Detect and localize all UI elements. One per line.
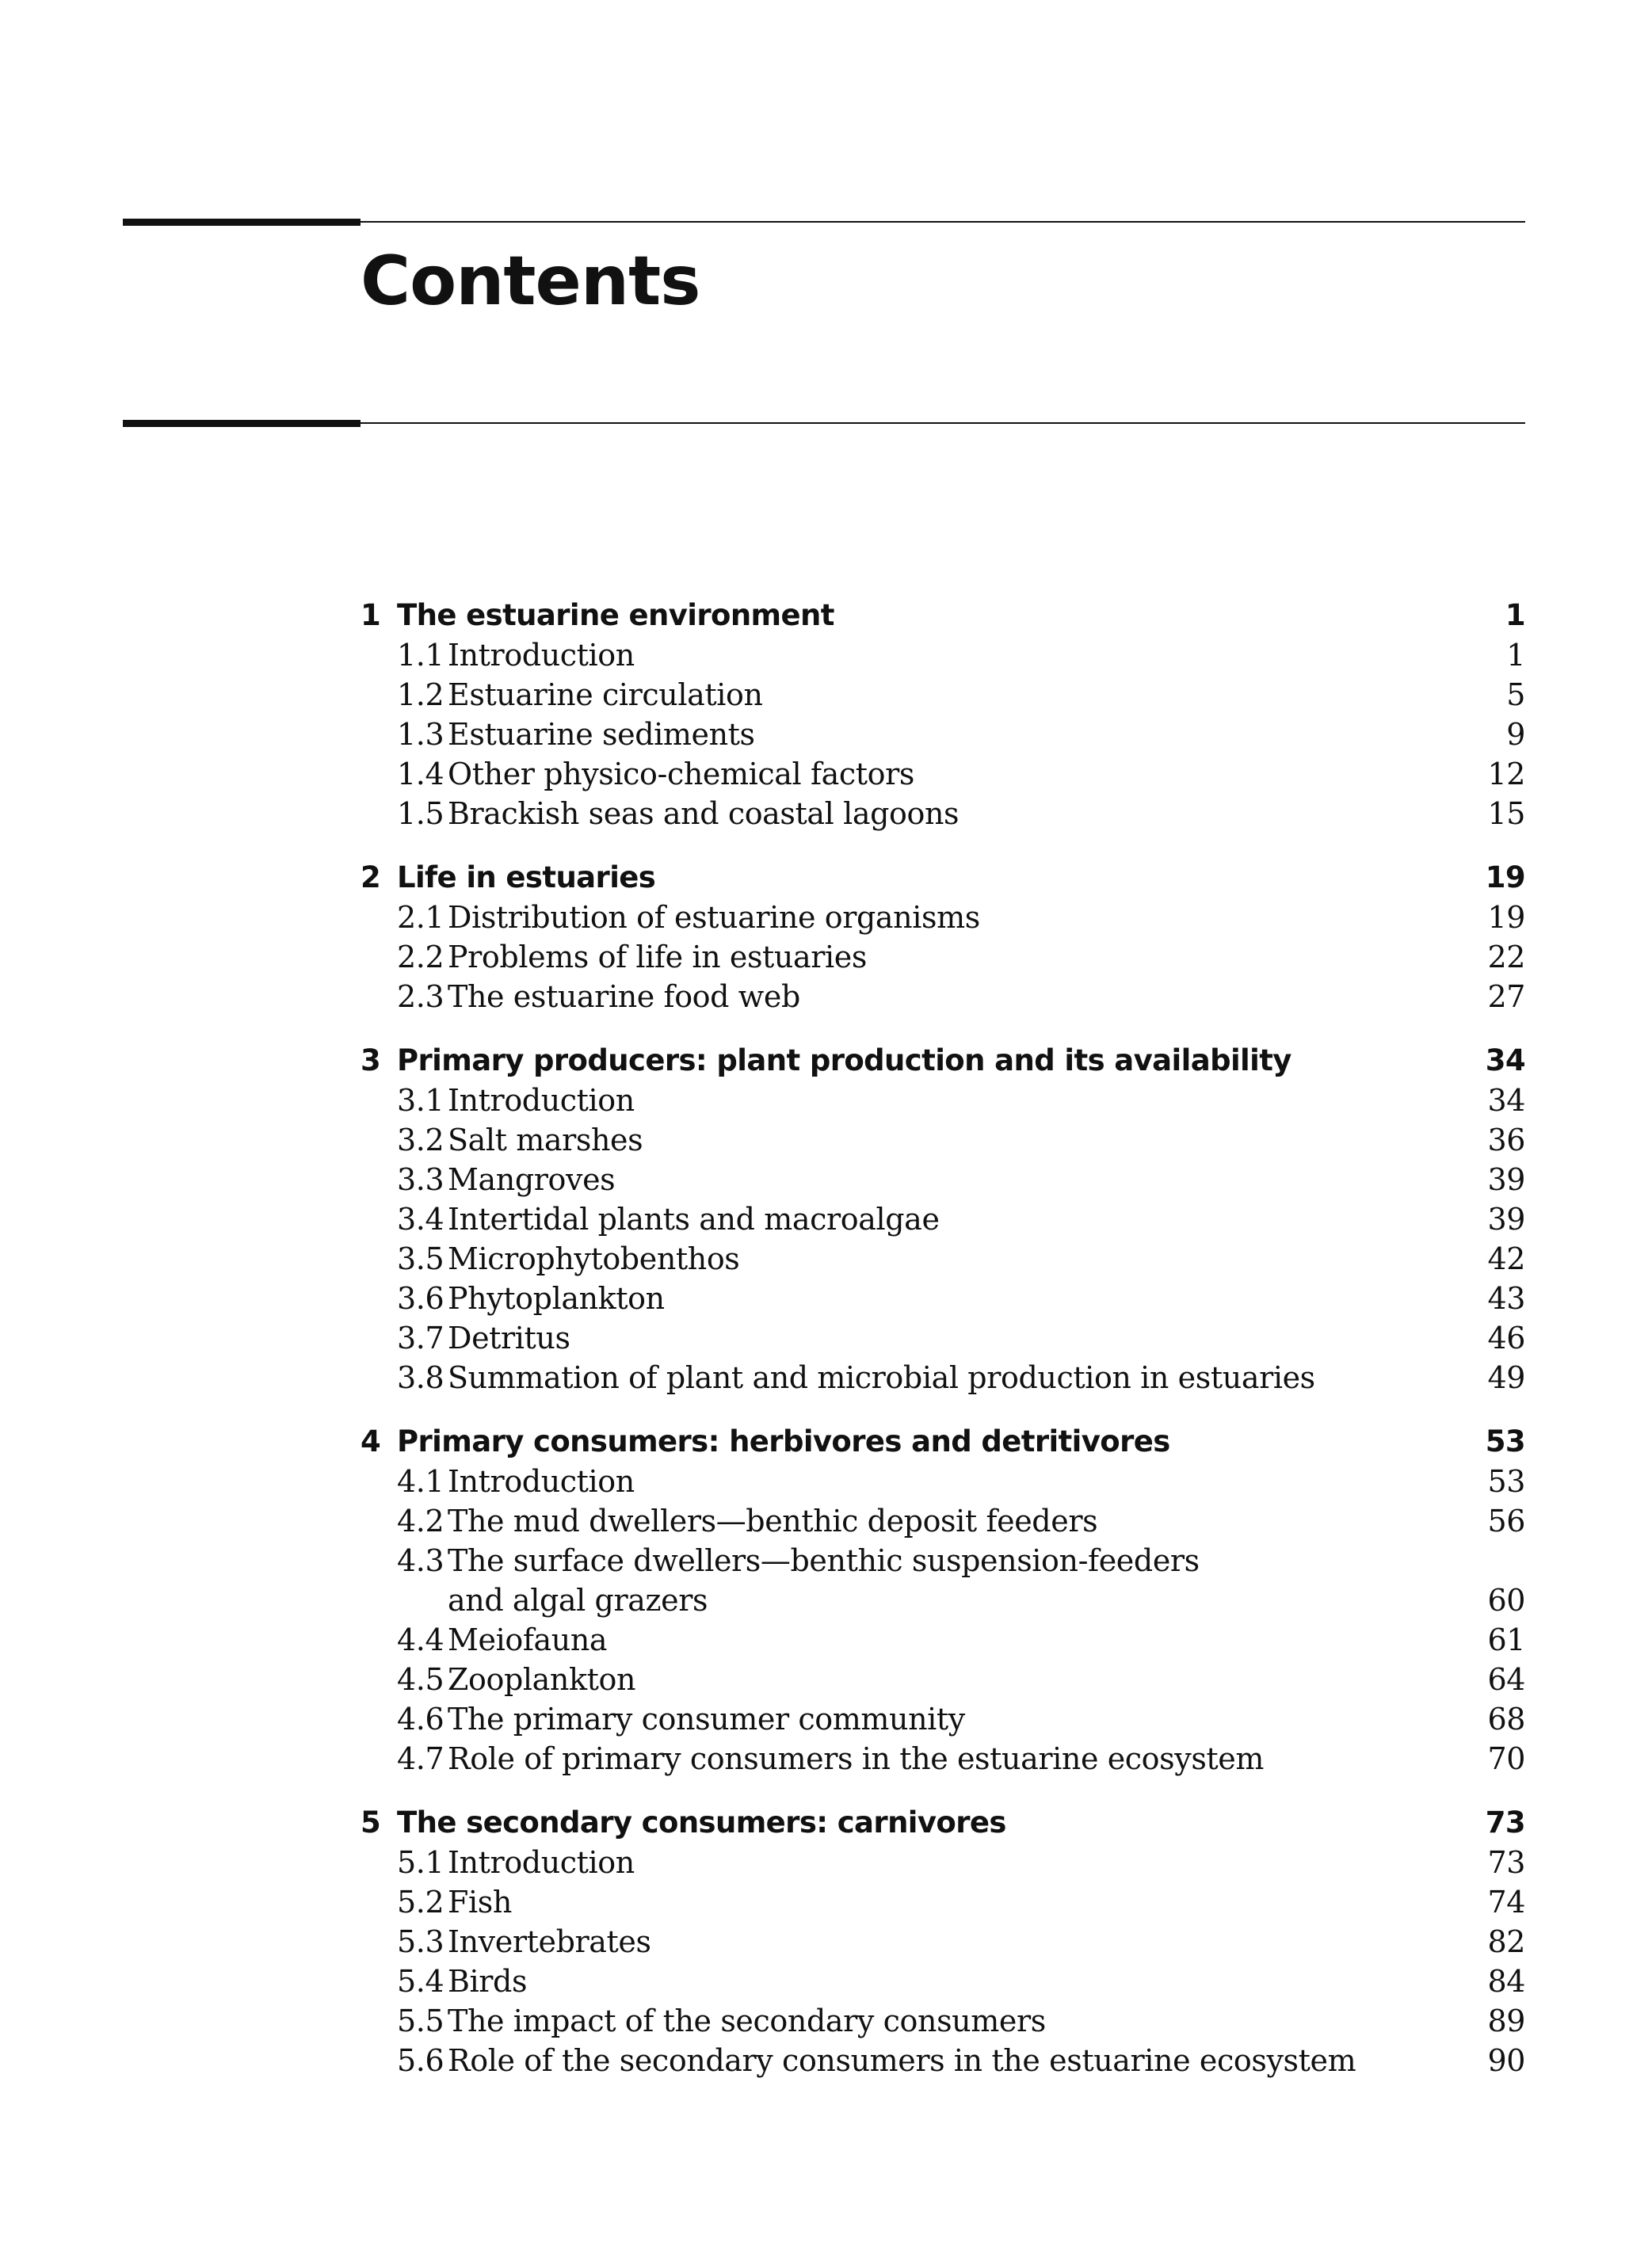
section-title: Distribution of estuarine organisms [448,900,980,935]
chapter-title: Primary producers: plant production and its availability [397,1043,1291,1077]
section-page-number: 53 [1487,1464,1525,1499]
toc-chapter [361,1422,1525,1779]
section-number: 5.4 [397,1964,444,1999]
section-page-number: 36 [1487,1123,1525,1157]
section-title: Estuarine circulation [448,677,763,712]
chapter-page-number: 19 [1485,860,1525,894]
section-number: 3.5 [397,1241,444,1276]
section-page-number: 34 [1487,1083,1525,1118]
toc-chapter [361,596,1525,833]
section-entry[interactable] [361,1660,1525,1699]
section-title-line: The surface dwellers—benthic suspension-feeders [448,1543,1200,1578]
section-title: Fish [448,1885,512,1920]
section-number: 3.1 [397,1083,444,1118]
page-title: Contents [361,242,700,321]
section-title: Salt marshes [448,1123,643,1157]
section-number: 2.3 [397,979,444,1014]
section-number: 4.6 [397,1702,444,1737]
section-entry[interactable] [361,2041,1525,2080]
section-number: 2.2 [397,940,444,974]
section-entry[interactable] [361,1358,1525,1397]
chapter-number: 1 [361,598,381,632]
section-title: Problems of life in estuaries [448,940,867,974]
section-page-number: 9 [1506,717,1525,752]
section-page-number: 42 [1487,1241,1525,1276]
section-entry[interactable] [361,937,1525,977]
toc-chapter [361,858,1525,1016]
section-title: Invertebrates [448,1924,651,1959]
section-page-number: 68 [1487,1702,1525,1737]
chapter-page-number: 34 [1485,1043,1525,1077]
section-page-number: 64 [1487,1662,1525,1697]
section-title: Role of primary consumers in the estuarine ecosystem [448,1741,1265,1776]
chapter-title: The estuarine environment [397,598,834,632]
section-number: 1.2 [397,677,444,712]
header-rule-top-thin [361,221,1525,223]
section-title: The primary consumer community [448,1702,965,1737]
section-page-number: 39 [1487,1162,1525,1197]
chapter-page-number: 73 [1485,1805,1525,1840]
section-title: Introduction [448,1464,635,1499]
section-number: 3.6 [397,1281,444,1316]
chapter-title: The secondary consumers: carnivores [397,1805,1006,1840]
section-number: 5.1 [397,1845,444,1880]
section-number: 5.6 [397,2043,444,2078]
section-title: Introduction [448,638,635,673]
section-entry[interactable] [361,1882,1525,1922]
section-entry[interactable] [361,1501,1525,1541]
section-entry[interactable] [361,794,1525,833]
section-entry[interactable] [361,1962,1525,2001]
section-entry[interactable] [361,1239,1525,1279]
section-number: 4.1 [397,1464,444,1499]
section-page-number: 70 [1487,1741,1525,1776]
section-number: 4.2 [397,1504,444,1538]
chapter-entry[interactable] [361,1041,1525,1081]
section-title [448,1541,1478,1620]
section-title: Meiofauna [448,1622,608,1657]
section-page-number: 60 [1487,1583,1525,1618]
section-title: The impact of the secondary consumers [448,2004,1046,2038]
chapter-number: 5 [361,1805,381,1840]
section-page-number: 56 [1487,1504,1525,1538]
section-number: 3.8 [397,1360,444,1395]
section-number: 4.7 [397,1741,444,1776]
section-page-number: 49 [1487,1360,1525,1395]
section-entry[interactable] [361,754,1525,794]
section-number: 3.2 [397,1123,444,1157]
section-page-number: 15 [1487,796,1525,831]
toc-chapter [361,1803,1525,2080]
table-of-contents [361,596,1525,2105]
section-number: 3.3 [397,1162,444,1197]
section-number: 4.4 [397,1622,444,1657]
section-entry[interactable] [361,1318,1525,1358]
section-title: The mud dwellers—benthic deposit feeders [448,1504,1098,1538]
section-title: Other physico-chemical factors [448,757,914,791]
section-number: 1.1 [397,638,444,673]
chapter-entry[interactable] [361,858,1525,898]
section-entry[interactable] [361,1843,1525,1882]
section-page-number: 74 [1487,1885,1525,1920]
section-title-line: and algal grazers [448,1583,708,1618]
section-number: 5.2 [397,1885,444,1920]
chapter-number: 3 [361,1043,381,1077]
section-number: 3.7 [397,1321,444,1355]
chapter-entry[interactable] [361,596,1525,635]
section-entry[interactable] [361,1541,1525,1620]
section-entry[interactable] [361,715,1525,754]
section-title: Phytoplankton [448,1281,665,1316]
chapter-title: Primary consumers: herbivores and detritivores [397,1424,1170,1458]
section-title: Introduction [448,1845,635,1880]
section-title: Estuarine sediments [448,717,755,752]
section-entry[interactable] [361,1160,1525,1199]
section-entry[interactable] [361,635,1525,675]
section-page-number: 5 [1506,677,1525,712]
section-title: Birds [448,1964,528,1999]
section-number: 1.3 [397,717,444,752]
section-page-number: 12 [1487,757,1525,791]
section-entry[interactable] [361,1120,1525,1160]
section-entry[interactable] [361,898,1525,937]
section-title: The estuarine food web [448,979,800,1014]
chapter-page-number: 1 [1505,598,1525,632]
section-number: 3.4 [397,1202,444,1237]
section-number: 2.1 [397,900,444,935]
section-title: Microphytobenthos [448,1241,740,1276]
section-page-number: 84 [1487,1964,1525,1999]
section-entry[interactable] [361,1462,1525,1501]
section-title: Summation of plant and microbial production in estuaries [448,1360,1315,1395]
section-entry[interactable] [361,1199,1525,1239]
section-page-number: 22 [1487,940,1525,974]
section-number: 4.5 [397,1662,444,1697]
section-page-number: 73 [1487,1845,1525,1880]
section-entry[interactable] [361,977,1525,1016]
section-title: Mangroves [448,1162,616,1197]
chapter-entry[interactable] [361,1803,1525,1843]
section-title: Zooplankton [448,1662,636,1697]
section-entry[interactable] [361,1922,1525,1962]
section-number: 5.5 [397,2004,444,2038]
section-title: Introduction [448,1083,635,1118]
section-page-number: 89 [1487,2004,1525,2038]
section-title: Brackish seas and coastal lagoons [448,796,960,831]
section-number: 5.3 [397,1924,444,1959]
section-title: Role of the secondary consumers in the estuarine ecosystem [448,2043,1356,2078]
section-entry[interactable] [361,675,1525,715]
chapter-number: 2 [361,860,381,894]
section-title: Intertidal plants and macroalgae [448,1202,940,1237]
section-page-number: 39 [1487,1202,1525,1237]
header-rule-bottom-thick [123,420,361,427]
section-page-number: 90 [1487,2043,1525,2078]
section-page-number: 46 [1487,1321,1525,1355]
chapter-page-number: 53 [1485,1424,1525,1458]
section-number: 4.3 [397,1543,444,1578]
section-page-number: 82 [1487,1924,1525,1959]
section-page-number: 19 [1487,900,1525,935]
header-rule-bottom-thin [361,422,1525,424]
chapter-entry[interactable] [361,1422,1525,1462]
chapter-number: 4 [361,1424,381,1458]
section-entry[interactable] [361,1699,1525,1739]
section-title: Detritus [448,1321,570,1355]
section-page-number: 43 [1487,1281,1525,1316]
chapter-title: Life in estuaries [397,860,656,894]
section-entry[interactable] [361,1739,1525,1779]
section-entry[interactable] [361,2001,1525,2041]
section-page-number: 27 [1487,979,1525,1014]
section-number: 1.4 [397,757,444,791]
section-entry[interactable] [361,1279,1525,1318]
section-entry[interactable] [361,1620,1525,1660]
toc-chapter [361,1041,1525,1397]
header-rule-top-thick [123,219,361,226]
section-number: 1.5 [397,796,444,831]
section-page-number: 1 [1506,638,1525,673]
section-entry[interactable] [361,1081,1525,1120]
section-page-number: 61 [1487,1622,1525,1657]
